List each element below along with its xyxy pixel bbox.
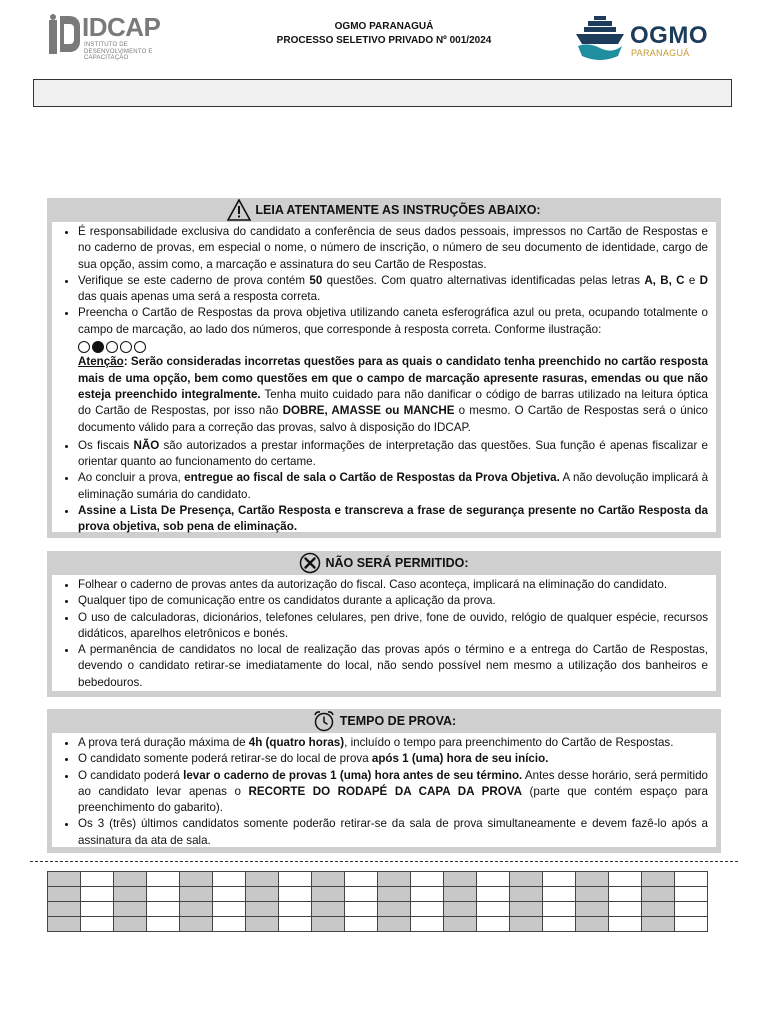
answer-cell[interactable]: [213, 872, 246, 887]
list-item: • Preencha o Cartão de Respostas da prova objetiva utilizando caneta esferográfica azul ou preta, ocupando totalmente o campo de marcação, ao lado dos números, que corresponde à resposta correta. Conforme ilustração:: [78, 305, 708, 354]
list-item: • Verifique se este caderno de prova contém 50 questões. Com quatro alternativas identificadas pelas letras A, B, C e D das quais apenas uma será a resposta correta.: [78, 273, 708, 306]
question-number-cell: [642, 872, 675, 887]
not-allowed-title: NÃO SERÁ PERMITIDO:: [325, 556, 469, 570]
question-number-cell: [312, 887, 345, 902]
answer-cell[interactable]: [477, 872, 510, 887]
exam-title-line1: OGMO PARANAGUÁ: [334, 21, 434, 32]
page-header: [0, 0, 768, 75]
question-number-cell: [510, 917, 543, 932]
idcap-emblem-icon: [48, 14, 80, 54]
list-item: • Os fiscais NÃO são autorizados a prestar informações de interpretação das questões. Sua função é apenas fiscalizar e orientar quanto ao funcionamento do certame.: [78, 438, 708, 471]
answer-cell[interactable]: [543, 902, 576, 917]
question-number-cell: [48, 872, 81, 887]
exam-time-header: [47, 709, 721, 733]
question-number-cell: [312, 917, 345, 932]
question-number-cell: [576, 902, 609, 917]
exam-title-line2: PROCESSO SELETIVO PRIVADO Nº 001/2024: [276, 35, 492, 46]
ogmo-subtitle: PARANAGUÁ: [631, 48, 690, 58]
alarm-clock-icon: [312, 710, 336, 732]
grid-row: [48, 887, 708, 902]
question-number-cell: [180, 902, 213, 917]
answer-cell[interactable]: [213, 917, 246, 932]
question-number-cell: [444, 902, 477, 917]
answer-cell[interactable]: [279, 902, 312, 917]
answer-cell[interactable]: [81, 872, 114, 887]
idcap-logo: [48, 12, 178, 61]
question-number-cell: [312, 902, 345, 917]
question-number-cell: [246, 887, 279, 902]
instructions-header: [47, 198, 721, 222]
answer-cell[interactable]: [279, 872, 312, 887]
answer-cell[interactable]: [147, 872, 180, 887]
answer-cell[interactable]: [345, 872, 378, 887]
ship-emblem-icon: [574, 12, 626, 64]
list-item: • O candidato poderá levar o caderno de provas 1 (uma) hora antes de seu término. Antes desse horário, será permitido ao candidato levar apenas o RECORTE DO RODAPÉ DA CAPA DA PROVA (parte que contém espaço para preenchimento do gabarito).: [78, 768, 708, 817]
answer-cell[interactable]: [81, 902, 114, 917]
ogmo-logo: [574, 12, 724, 64]
question-number-cell: [510, 872, 543, 887]
answer-cell[interactable]: [675, 872, 708, 887]
not-allowed-body: [52, 575, 716, 691]
answer-grid: [47, 871, 708, 932]
question-number-cell: [642, 887, 675, 902]
exam-title: [200, 20, 568, 48]
question-number-cell: [246, 917, 279, 932]
question-number-cell: [246, 872, 279, 887]
answer-cell[interactable]: [477, 902, 510, 917]
bubble-filled: [92, 341, 104, 353]
list-item: • O candidato somente poderá retirar-se do local de prova após 1 (uma) hora de seu início.: [78, 751, 708, 767]
ogmo-name: OGMO: [630, 22, 708, 49]
question-number-cell: [114, 872, 147, 887]
instructions-body: [52, 222, 716, 532]
question-number-cell: [642, 917, 675, 932]
grid-row: [48, 902, 708, 917]
question-number-cell: [444, 887, 477, 902]
not-allowed-panel: [47, 551, 721, 697]
answer-cell[interactable]: [609, 902, 642, 917]
answer-cell[interactable]: [675, 917, 708, 932]
answer-cell[interactable]: [147, 917, 180, 932]
bubble-empty: [134, 341, 146, 353]
answer-cell[interactable]: [147, 902, 180, 917]
list-item: • É responsabilidade exclusiva do candidato a conferência de seus dados pessoais, impressos no Cartão de Respostas e no caderno de provas, em especial o nome, o número de inscrição, o número de seu documento de identidade, cargo de sua opção, assim como, a marcação e assinatura do seu Cartão de Respostas.: [78, 224, 708, 273]
exam-time-panel: [47, 709, 721, 853]
question-number-cell: [180, 872, 213, 887]
question-number-cell: [378, 872, 411, 887]
not-allowed-header: [47, 551, 721, 575]
question-number-cell: [642, 902, 675, 917]
question-number-cell: [114, 902, 147, 917]
question-number-cell: [114, 917, 147, 932]
answer-cell[interactable]: [411, 872, 444, 887]
list-item: • Ao concluir a prova, entregue ao fiscal de sala o Cartão de Respostas da Prova Objetiva. A não devolução implicará à eliminação sumária do candidato.: [78, 470, 708, 503]
list-item: • A prova terá duração máxima de 4h (quatro horas), incluído o tempo para preenchimento do Cartão de Respostas.: [78, 735, 708, 751]
answer-cell[interactable]: [81, 887, 114, 902]
answer-cell[interactable]: [411, 917, 444, 932]
question-number-cell: [510, 887, 543, 902]
question-number-cell: [246, 902, 279, 917]
answer-cell[interactable]: [477, 917, 510, 932]
answer-cell[interactable]: [543, 917, 576, 932]
question-number-cell: [48, 887, 81, 902]
answer-cell[interactable]: [279, 887, 312, 902]
question-number-cell: [180, 917, 213, 932]
answer-cell[interactable]: [345, 917, 378, 932]
question-number-cell: [114, 887, 147, 902]
candidate-name-box[interactable]: [33, 79, 732, 107]
answer-cell[interactable]: [345, 902, 378, 917]
warning-icon: [227, 199, 251, 221]
question-number-cell: [378, 887, 411, 902]
question-number-cell: [312, 872, 345, 887]
list-item: • Assine a Lista De Presença, Cartão Resposta e transcreva a frase de segurança presente no Cartão Resposta da prova objetiva, sob pena de eliminação.: [78, 503, 708, 536]
question-number-cell: [378, 902, 411, 917]
question-number-cell: [576, 887, 609, 902]
answer-cell[interactable]: [609, 917, 642, 932]
answer-cell[interactable]: [609, 887, 642, 902]
answer-cell[interactable]: [609, 872, 642, 887]
answer-cell[interactable]: [675, 902, 708, 917]
bubble-empty: [78, 341, 90, 353]
question-number-cell: [378, 917, 411, 932]
instructions-title: LEIA ATENTAMENTE AS INSTRUÇÕES ABAIXO:: [255, 203, 541, 217]
instructions-panel: [47, 198, 721, 538]
idcap-subtitle: INSTITUTO DE DESENVOLVIMENTO E CAPACITAÇÃO: [84, 42, 153, 61]
attention-paragraph: Atenção: Serão consideradas incorretas questões para as quais o candidato tenha preenchido no cartão resposta mais de uma opção, bem como questões em que o campo de marcação apresente rasuras, emendas ou que não esteja preenchido integralmente. Tenha muito cuidado para não danificar o código de barras utilizado na leitura óptica do Cartão de Respostas, por isso não DOBRE, AMASSE ou MANCHE o mesmo. O Cartão de Respostas será o único documento válido para a correção das provas, salvo à disposição do IDCAP.: [78, 355, 709, 434]
question-number-cell: [48, 902, 81, 917]
idcap-name: IDCAP: [82, 12, 161, 42]
answer-cell[interactable]: [675, 887, 708, 902]
question-number-cell: [48, 917, 81, 932]
bubble-empty: [106, 341, 118, 353]
question-number-cell: [444, 872, 477, 887]
answer-cell[interactable]: [411, 902, 444, 917]
exam-time-body: [52, 733, 716, 847]
grid-row: [48, 917, 708, 932]
answer-bubbles-example: [78, 341, 146, 353]
cancel-icon: [299, 552, 321, 574]
list-item: • A permanência de candidatos no local de realização das provas após o término e a entrega do Cartão de Respostas, devendo o candidato retirar-se imediatamente do local, não sendo possível nem mesmo a utilização dos banheiros e bebedouros.: [78, 642, 708, 691]
answer-cell[interactable]: [543, 887, 576, 902]
grid-row: [48, 872, 708, 887]
answer-cell[interactable]: [477, 887, 510, 902]
answer-cell[interactable]: [81, 917, 114, 932]
list-item: • Folhear o caderno de provas antes da autorização do fiscal. Caso aconteça, implicará na eliminação do candidato.: [78, 577, 708, 593]
answer-cell[interactable]: [543, 872, 576, 887]
answer-cell[interactable]: [411, 887, 444, 902]
list-item: • Qualquer tipo de comunicação entre os candidatos durante a aplicação da prova.: [78, 593, 708, 609]
question-number-cell: [510, 902, 543, 917]
answer-cell[interactable]: [345, 887, 378, 902]
bubble-empty: [120, 341, 132, 353]
question-number-cell: [444, 917, 477, 932]
list-item: • Os 3 (três) últimos candidatos somente poderão retirar-se da sala de prova simultaneamente e devem fazê-lo após a assinatura da ata de sala.: [78, 816, 708, 849]
question-number-cell: [180, 887, 213, 902]
exam-time-title: TEMPO DE PROVA:: [339, 714, 457, 728]
question-number-cell: [576, 872, 609, 887]
answer-cell[interactable]: [213, 887, 246, 902]
answer-cell[interactable]: [147, 887, 180, 902]
list-item: • O uso de calculadoras, dicionários, telefones celulares, pen drive, fone de ouvido, relógio de qualquer espécie, recursos didáticos, aparelhos eletrônicos e bonés.: [78, 610, 708, 643]
cut-line: [30, 861, 738, 862]
answer-cell[interactable]: [213, 902, 246, 917]
answer-cell[interactable]: [279, 917, 312, 932]
question-number-cell: [576, 917, 609, 932]
